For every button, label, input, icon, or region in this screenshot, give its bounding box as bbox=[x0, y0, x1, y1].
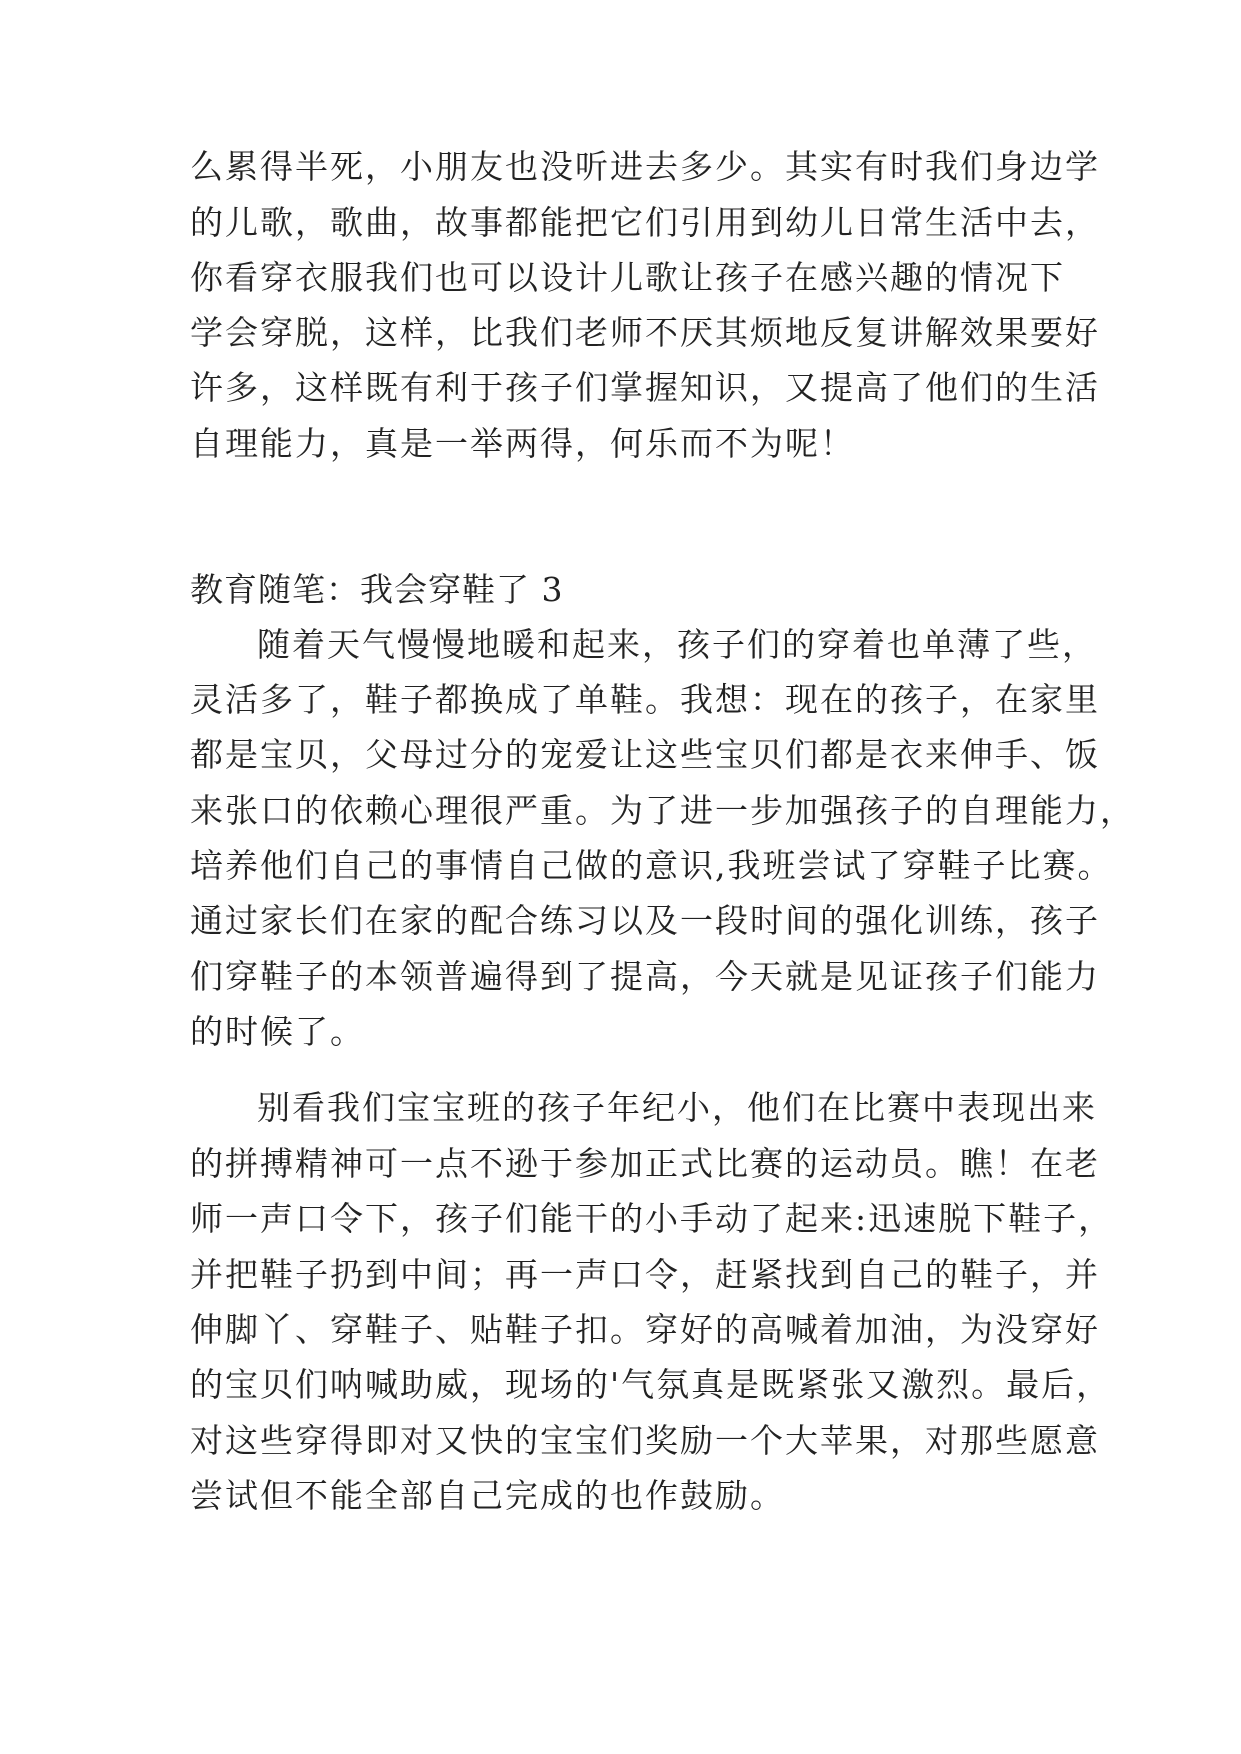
text-line: 学会穿脱，这样，比我们老师不厌其烦地反复讲解效果要好 bbox=[190, 313, 1100, 352]
text-line: 灵活多了，鞋子都换成了单鞋。我想：现在的孩子，在家里 bbox=[190, 680, 1100, 719]
text-line: 你看穿衣服我们也可以设计儿歌让孩子在感兴趣的情况下 bbox=[190, 258, 1065, 297]
text-line: 么累得半死，小朋友也没听进去多少。其实有时我们身边学 bbox=[190, 147, 1100, 186]
text-line: 许多，这样既有利于孩子们掌握知识，又提高了他们的生活 bbox=[190, 368, 1100, 407]
text-line: 的时候了。 bbox=[190, 1012, 365, 1051]
section-title: 教育随笔：我会穿鞋了 3 bbox=[190, 570, 564, 609]
text-line: 对这些穿得即对又快的宝宝们奖励一个大苹果，对那些愿意 bbox=[190, 1421, 1100, 1460]
text-line: 培养他们自己的事情自己做的意识,我班尝试了穿鞋子比赛。 bbox=[190, 846, 1113, 885]
text-line: 来张口的依赖心理很严重。为了进一步加强孩子的自理能力， bbox=[190, 791, 1135, 830]
text-line: 的宝贝们呐喊助威，现场的'气氛真是既紧张又激烈。最后， bbox=[190, 1365, 1112, 1404]
text-line: 自理能力，真是一举两得，何乐而不为呢！ bbox=[190, 424, 855, 463]
text-line: 并把鞋子扔到中间；再一声口令，赶紧找到自己的鞋子，并 bbox=[190, 1255, 1100, 1294]
text-line: 们穿鞋子的本领普遍得到了提高，今天就是见证孩子们能力 bbox=[190, 957, 1100, 996]
text-line: 别看我们宝宝班的孩子年纪小，他们在比赛中表现出来 bbox=[257, 1088, 1097, 1127]
text-line: 师一声口令下，孩子们能干的小手动了起来:迅速脱下鞋子， bbox=[190, 1199, 1114, 1238]
text-line: 伸脚丫、穿鞋子、贴鞋子扣。穿好的高喊着加油，为没穿好 bbox=[190, 1310, 1100, 1349]
text-line: 都是宝贝，父母过分的宠爱让这些宝贝们都是衣来伸手、饭 bbox=[190, 735, 1100, 774]
text-line: 尝试但不能全部自己完成的也作鼓励。 bbox=[190, 1476, 785, 1515]
text-line: 的拼搏精神可一点不逊于参加正式比赛的运动员。瞧！在老 bbox=[190, 1144, 1100, 1183]
text-line: 随着天气慢慢地暖和起来，孩子们的穿着也单薄了些， bbox=[257, 625, 1097, 664]
text-line: 通过家长们在家的配合练习以及一段时间的强化训练，孩子 bbox=[190, 901, 1100, 940]
text-line: 的儿歌，歌曲，故事都能把它们引用到幼儿日常生活中去， bbox=[190, 203, 1100, 242]
